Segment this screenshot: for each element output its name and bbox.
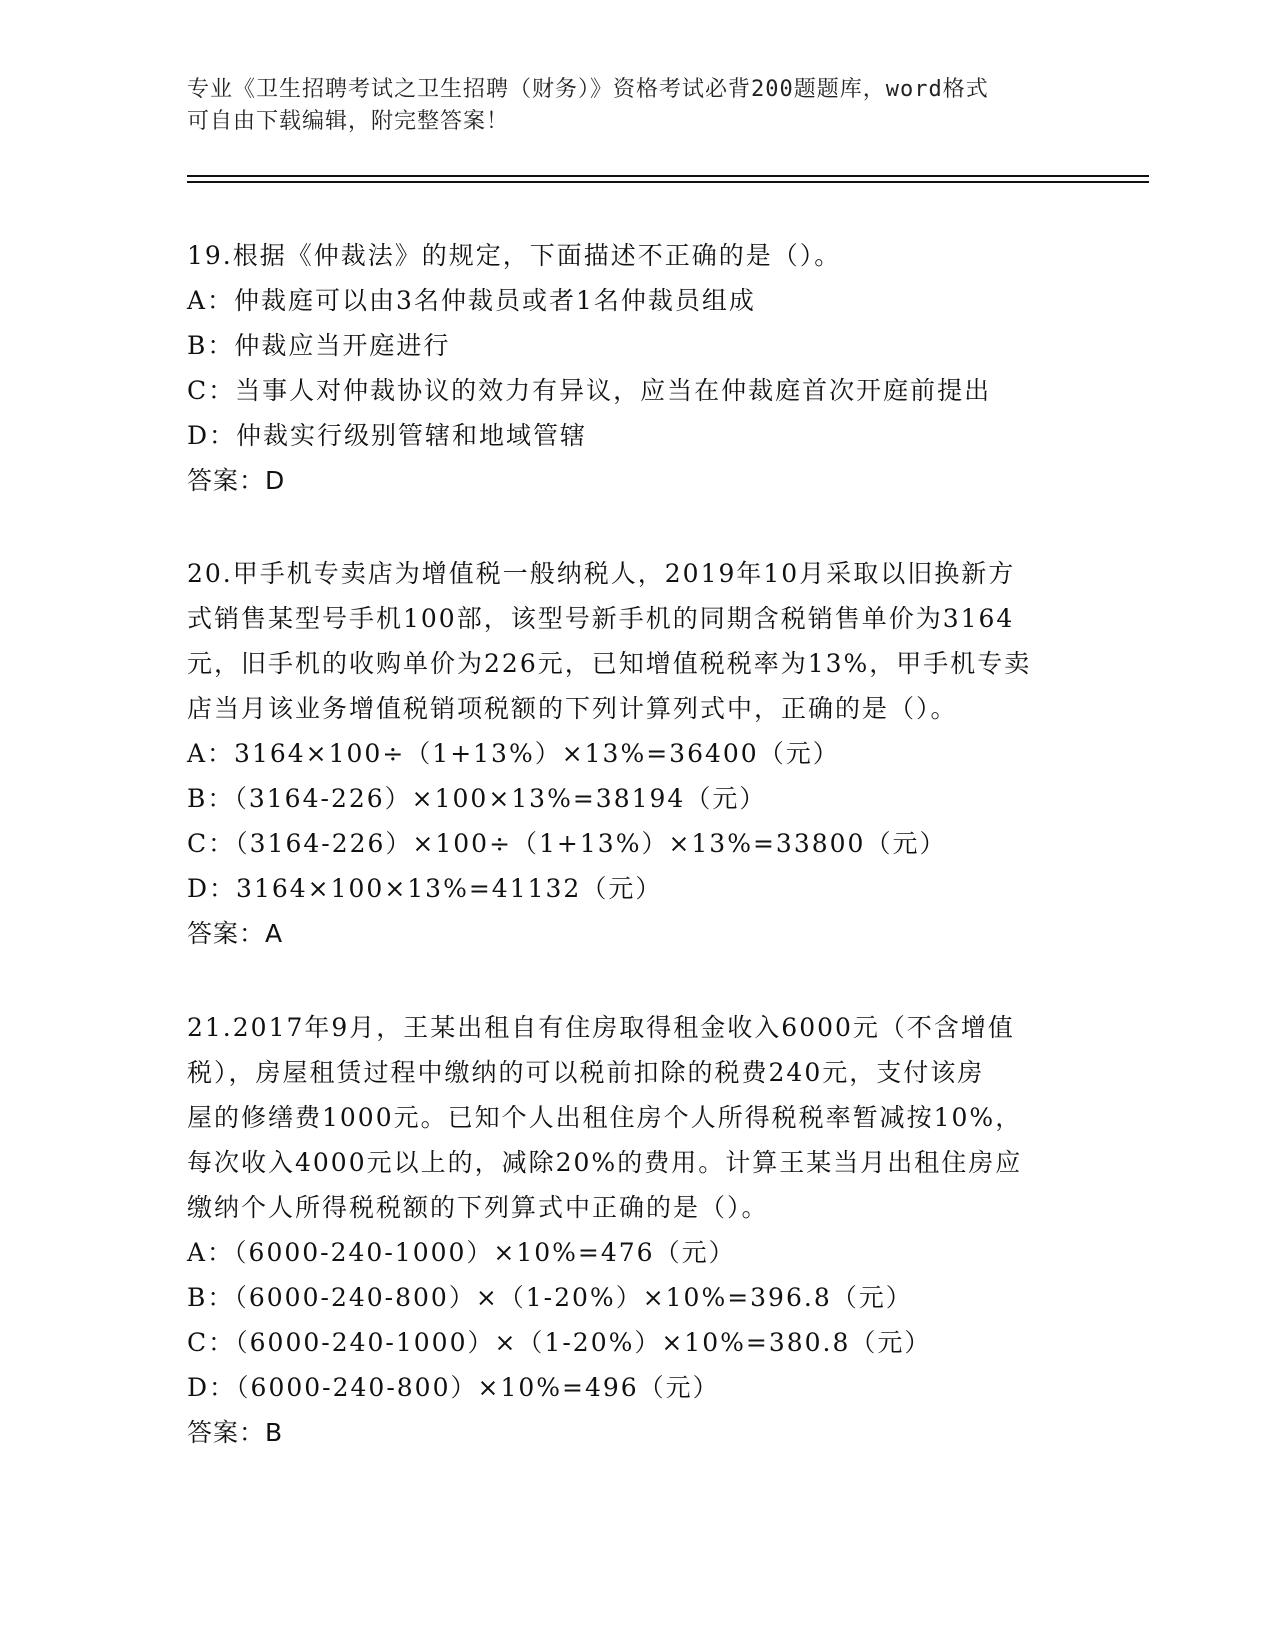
header-divider-top [187, 175, 1149, 177]
question-21 [187, 1005, 1087, 1455]
question-20 [187, 551, 1087, 956]
option-c: C：当事人对仲裁协议的效力有异议，应当在仲裁庭首次开庭前提出 [187, 376, 992, 405]
option-d: D：（6000-240-800）×10%=496（元） [187, 1373, 720, 1402]
stem-line: 元，旧手机的收购单价为226元，已知增值税税率为13%，甲手机专卖 [187, 649, 1032, 678]
question-19 [187, 233, 1087, 503]
option-d: D：仲裁实行级别管辖和地域管辖 [187, 421, 588, 450]
stem-line: 屋的修缮费1000元。已知个人出租住房个人所得税税率暂减按10%， [187, 1103, 1023, 1132]
question-stem [187, 233, 1087, 278]
header-line-1: 专业《卫生招聘考试之卫生招聘（财务）》资格考试必背200题题库，word格式 [187, 77, 989, 102]
option-a: A：3164×100÷（1+13%）×13%=36400（元） [187, 739, 840, 768]
option-b: B：仲裁应当开庭进行 [187, 331, 451, 360]
option-d: D：3164×100×13%=41132（元） [187, 874, 663, 903]
answer: 答案：B [187, 1418, 284, 1447]
answer: 答案：A [187, 919, 284, 948]
option-a: A：仲裁庭可以由3名仲裁员或者1名仲裁员组成 [187, 286, 756, 315]
document-header [187, 74, 1087, 138]
option-c: C：（3164-226）×100÷（1+13%）×13%=33800（元） [187, 829, 947, 858]
stem-line: 每次收入4000元以上的，减除20%的费用。计算王某当月出租住房应 [187, 1148, 1023, 1177]
header-line-2: 可自由下载编辑，附完整答案！ [187, 109, 510, 134]
header-divider-bottom [187, 181, 1149, 183]
option-b: B：（6000-240-800）×（1-20%）×10%=396.8（元） [187, 1283, 913, 1312]
answer: 答案：D [187, 466, 286, 495]
stem-line: 税），房屋租赁过程中缴纳的可以税前扣除的税费240元，支付该房 [187, 1058, 985, 1087]
stem-line: 19.根据《仲裁法》的规定，下面描述不正确的是（）。 [187, 241, 842, 270]
option-b: B：（3164-226）×100×13%=38194（元） [187, 784, 767, 813]
question-stem [187, 551, 1087, 731]
option-c: C：（6000-240-1000）×（1-20%）×10%=380.8（元） [187, 1328, 932, 1357]
option-a: A：（6000-240-1000）×10%=476（元） [187, 1238, 736, 1267]
question-stem [187, 1005, 1087, 1230]
stem-line: 20.甲手机专卖店为增值税一般纳税人，2019年10月采取以旧换新方 [187, 559, 1016, 588]
stem-line: 店当月该业务增值税销项税额的下列计算列式中，正确的是（）。 [187, 694, 958, 723]
stem-line: 缴纳个人所得税税额的下列算式中正确的是（）。 [187, 1193, 769, 1222]
stem-line: 式销售某型号手机100部，该型号新手机的同期含税销售单价为3164 [187, 604, 1015, 633]
stem-line: 21.2017年9月，王某出租自有住房取得租金收入6000元（不含增值 [187, 1013, 1015, 1042]
